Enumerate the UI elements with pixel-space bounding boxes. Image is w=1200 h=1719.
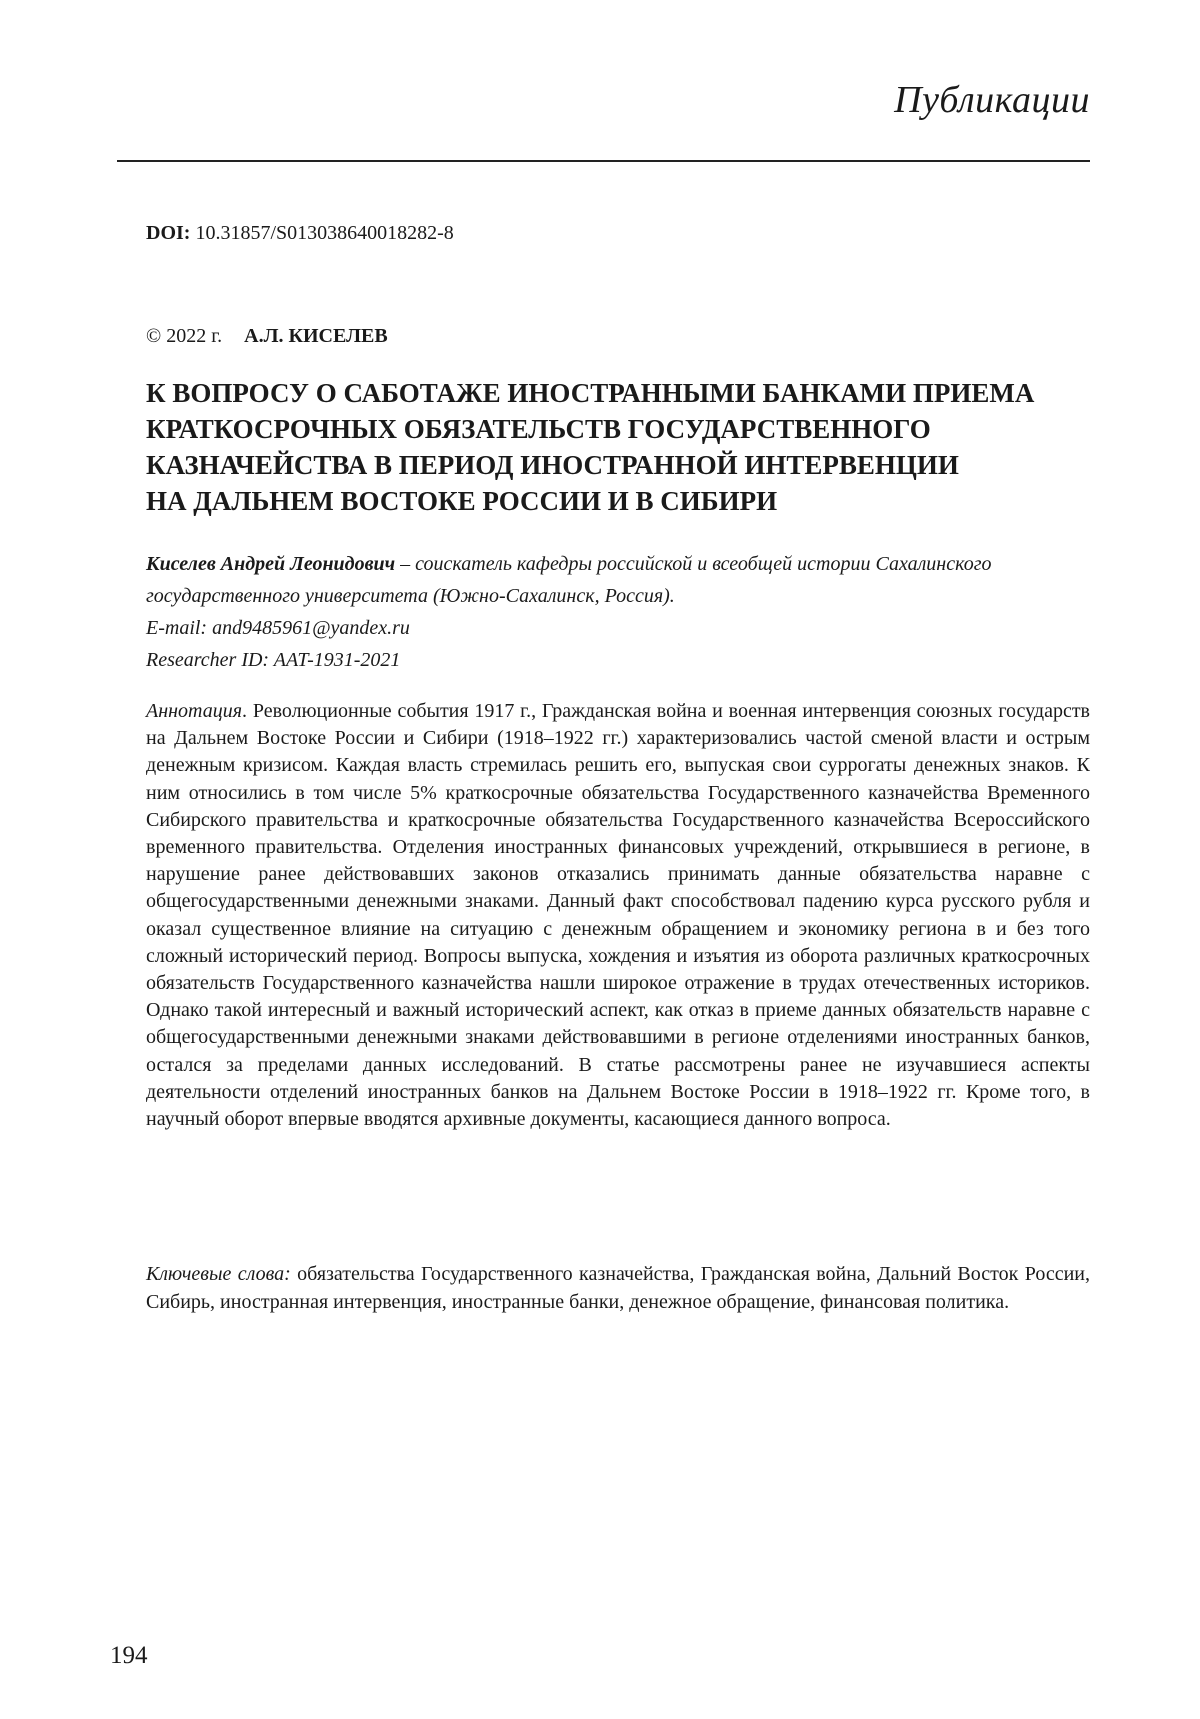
header-rule — [117, 160, 1090, 162]
title-line: НА ДАЛЬНЕМ ВОСТОКЕ РОССИИ И В СИБИРИ — [146, 486, 778, 516]
abstract-text: . Революционные события 1917 г., Гражданская война и военная интервенция союзных государств на Дальнем Востоке России и Сибири (1918–1922 гг.) характеризовались частой сменой власти и острым денежным кризисом. Каждая власть стремилась решить его, выпуская свои суррогаты денежных знаков. К ним относились в том числе 5% краткосрочные обязательства Государственного казначейства Временного Сибирского правительства и краткосрочные обязательства Государственного казначейства Всероссийского временного правительства. Отделения иностранных финансовых учреждений, открывшиеся в регионе, в нарушение ранее действовавших законов отказались принимать данные обязательства наравне с общегосударственными денежными знаками. Данный факт способствовал падению курса русского рубля и оказал существенное влияние на ситуацию с денежным обращением и экономику региона в и без того сложный исторический период. Вопросы выпуска, хождения и изъятия из оборота различных краткосрочных обязательств Государственного казначейства нашли широкое отражение в трудах отечественных историков. Однако такой интересный и важный исторический аспект, как отказ в приеме данных обязательств наравне с общегосударственными денежными знаками действовавшими в регионе отделениями иностранных банков, остался за пределами данных исследований. В статье рассмотрены ранее не изучавшиеся аспекты деятельности отделений иностранных банков на Дальнем Востоке России в 1918–1922 гг. Кроме того, в научный оборот впервые вводятся архивные документы, касающиеся данного вопроса. — [146, 700, 1090, 1131]
doi-line — [146, 222, 454, 245]
author-full-name: Киселев Андрей Леонидович — [146, 553, 396, 575]
page-number: 194 — [110, 1642, 148, 1669]
author-initials-name: А.Л. КИСЕЛЕВ — [244, 325, 388, 347]
running-header-section-title: Публикации — [894, 79, 1090, 121]
copyright-year: © 2022 г. — [146, 325, 223, 347]
article-title — [146, 375, 1096, 519]
doi-label: DOI: — [146, 222, 191, 244]
keywords-label: Ключевые слова: — [146, 1263, 291, 1285]
abstract-label: Аннотация — [146, 700, 243, 722]
doi-value: 10.31857/S013038640018282-8 — [195, 222, 454, 244]
abstract — [146, 698, 1090, 1133]
author-info — [146, 548, 1090, 676]
keywords — [146, 1260, 1090, 1316]
title-line: К ВОПРОСУ О САБОТАЖЕ ИНОСТРАННЫМИ БАНКАМИ ПРИЕМА — [146, 378, 1035, 408]
title-line: КАЗНАЧЕЙСТВА В ПЕРИОД ИНОСТРАННОЙ ИНТЕРВЕНЦИИ — [146, 450, 959, 480]
author-affiliation-line — [146, 548, 1090, 612]
byline — [146, 325, 388, 348]
keywords-text: обязательства Государственного казначейства, Гражданская война, Дальний Восток России, Сибирь, иностранная интервенция, иностранные банки, денежное обращение, финансовая политика. — [146, 1263, 1090, 1313]
author-email: E-mail: and9485961@yandex.ru — [146, 617, 410, 639]
author-affiliation: – соискатель кафедры российской и всеобщей истории Сахалинского государственного университета (Южно-Сахалинск, Россия). — [146, 553, 992, 607]
title-line: КРАТКОСРОЧНЫХ ОБЯЗАТЕЛЬСТВ ГОСУДАРСТВЕННОГО — [146, 414, 931, 444]
author-researcher-id: Researcher ID: AAT-1931-2021 — [146, 649, 401, 671]
